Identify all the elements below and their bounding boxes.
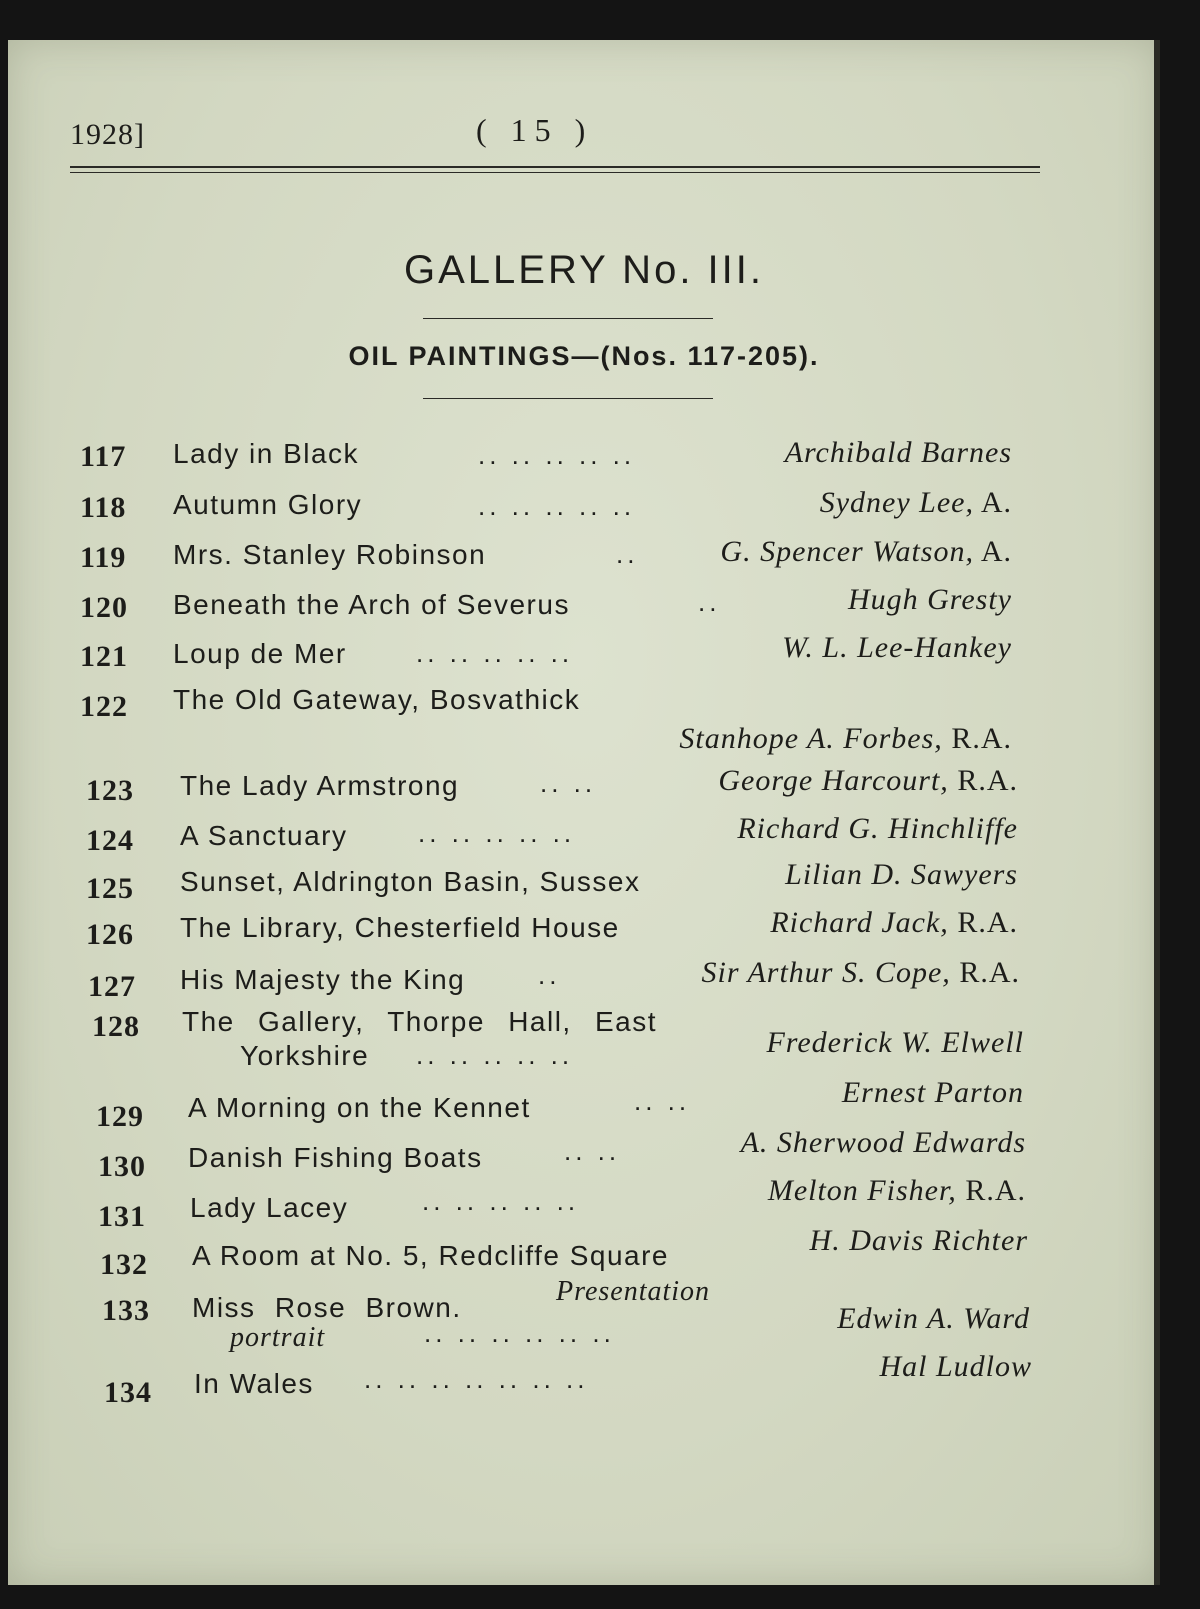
entry-title: Mrs. Stanley Robinson <box>173 539 487 570</box>
entry-number: 134 <box>104 1376 152 1409</box>
dot-leader: .. <box>698 587 721 617</box>
entry-title-continuation: Yorkshire <box>240 1040 370 1071</box>
entry-number: 128 <box>92 1010 140 1043</box>
dot-leader: .. .. .. .. .. .. .. <box>364 1364 589 1394</box>
entry-number: 124 <box>86 824 134 857</box>
entry-number: 118 <box>80 491 127 524</box>
artist-name: Hugh Gresty <box>847 583 1012 616</box>
artist-name: Stanhope A. Forbes, R.A. <box>679 722 1012 755</box>
entry-number: 122 <box>80 690 128 723</box>
artist-name: Richard G. Hinchliffe <box>737 812 1018 845</box>
entry-title: A Sanctuary <box>180 820 348 851</box>
artist-name: Archibald Barnes <box>784 436 1012 469</box>
artist-name: Sydney Lee, A. <box>819 486 1012 519</box>
artist-name: Ernest Parton <box>841 1076 1024 1109</box>
dot-leader: .. .. <box>634 1086 691 1116</box>
artist-name: Lilian D. Sawyers <box>785 858 1018 891</box>
entry-title: Beneath the Arch of Severus <box>173 589 570 620</box>
dot-leader: .. .. .. .. .. <box>416 1040 574 1070</box>
dot-leader: .. .. .. .. .. <box>478 491 636 521</box>
artist-name: Richard Jack, R.A. <box>770 906 1018 939</box>
entry-note: Presentation <box>556 1276 711 1307</box>
artist-name: Melton Fisher, R.A. <box>767 1174 1026 1207</box>
entry-title: Autumn Glory <box>173 489 363 520</box>
dot-leader: .. .. .. .. .. .. <box>424 1318 615 1348</box>
entry-title-continuation: portrait <box>230 1322 326 1353</box>
artist-name: George Harcourt, R.A. <box>718 764 1018 797</box>
entry-number: 125 <box>86 872 134 905</box>
dot-leader: .. <box>616 539 639 569</box>
entry-list <box>8 40 1160 1585</box>
gallery-title: GALLERY No. III. <box>403 248 764 292</box>
entry-title: The Gallery, Thorpe Hall, East <box>182 1006 658 1037</box>
entry-title: In Wales <box>194 1368 314 1399</box>
entry-number: 129 <box>96 1100 144 1133</box>
artist-name: Hal Ludlow <box>879 1350 1032 1383</box>
entry-title: The Lady Armstrong <box>180 770 460 801</box>
entry-title: A Room at No. 5, Redcliffe Square <box>192 1240 669 1271</box>
entry-title: Miss Rose Brown. <box>192 1292 462 1323</box>
entry-number: 117 <box>80 440 127 473</box>
entry-number: 119 <box>80 541 127 574</box>
dot-leader: .. .. .. .. .. <box>416 638 574 668</box>
entry-title: Sunset, Aldrington Basin, Sussex <box>180 866 641 897</box>
entry-number: 120 <box>80 591 128 624</box>
artist-name: Frederick W. Elwell <box>766 1026 1024 1059</box>
entry-title: Loup de Mer <box>173 638 347 669</box>
artist-name: Edwin A. Ward <box>837 1302 1030 1335</box>
entry-number: 123 <box>86 774 134 807</box>
artist-name: W. L. Lee-Hankey <box>782 631 1012 664</box>
entry-title: A Morning on the Kennet <box>188 1092 531 1123</box>
entry-title: Lady Lacey <box>190 1192 349 1223</box>
entry-title: The Library, Chesterfield House <box>180 912 620 943</box>
section-title: OIL PAINTINGS—(Nos. 117-205). <box>348 341 820 371</box>
entry-number: 133 <box>102 1294 150 1327</box>
running-head-year: 1928] <box>70 118 145 151</box>
artist-name: G. Spencer Watson, A. <box>720 535 1012 568</box>
entry-title: His Majesty the King <box>180 964 466 995</box>
page-number: ( 15 ) <box>476 112 594 148</box>
dot-leader: .. .. .. .. .. <box>478 440 636 470</box>
entry-number: 132 <box>100 1248 148 1281</box>
catalogue-page <box>8 40 1160 1585</box>
entry-title: Danish Fishing Boats <box>188 1142 483 1173</box>
entry-title: The Old Gateway, Bosvathick <box>173 684 581 715</box>
dot-leader: .. .. <box>564 1136 621 1166</box>
entry-number: 131 <box>98 1200 146 1233</box>
artist-name: A. Sherwood Edwards <box>740 1126 1026 1159</box>
entry-number: 130 <box>98 1150 146 1183</box>
dot-leader: .. .. .. .. .. <box>422 1186 580 1216</box>
entry-title: Lady in Black <box>173 438 360 469</box>
dot-leader: .. <box>538 960 561 990</box>
entry-number: 126 <box>86 918 134 951</box>
entry-number: 121 <box>80 640 128 673</box>
artist-name: Sir Arthur S. Cope, R.A. <box>701 956 1020 989</box>
entry-number: 127 <box>88 970 136 1003</box>
artist-name: H. Davis Richter <box>809 1224 1028 1257</box>
dot-leader: .. .. <box>540 768 597 798</box>
dot-leader: .. .. .. .. .. <box>418 818 576 848</box>
